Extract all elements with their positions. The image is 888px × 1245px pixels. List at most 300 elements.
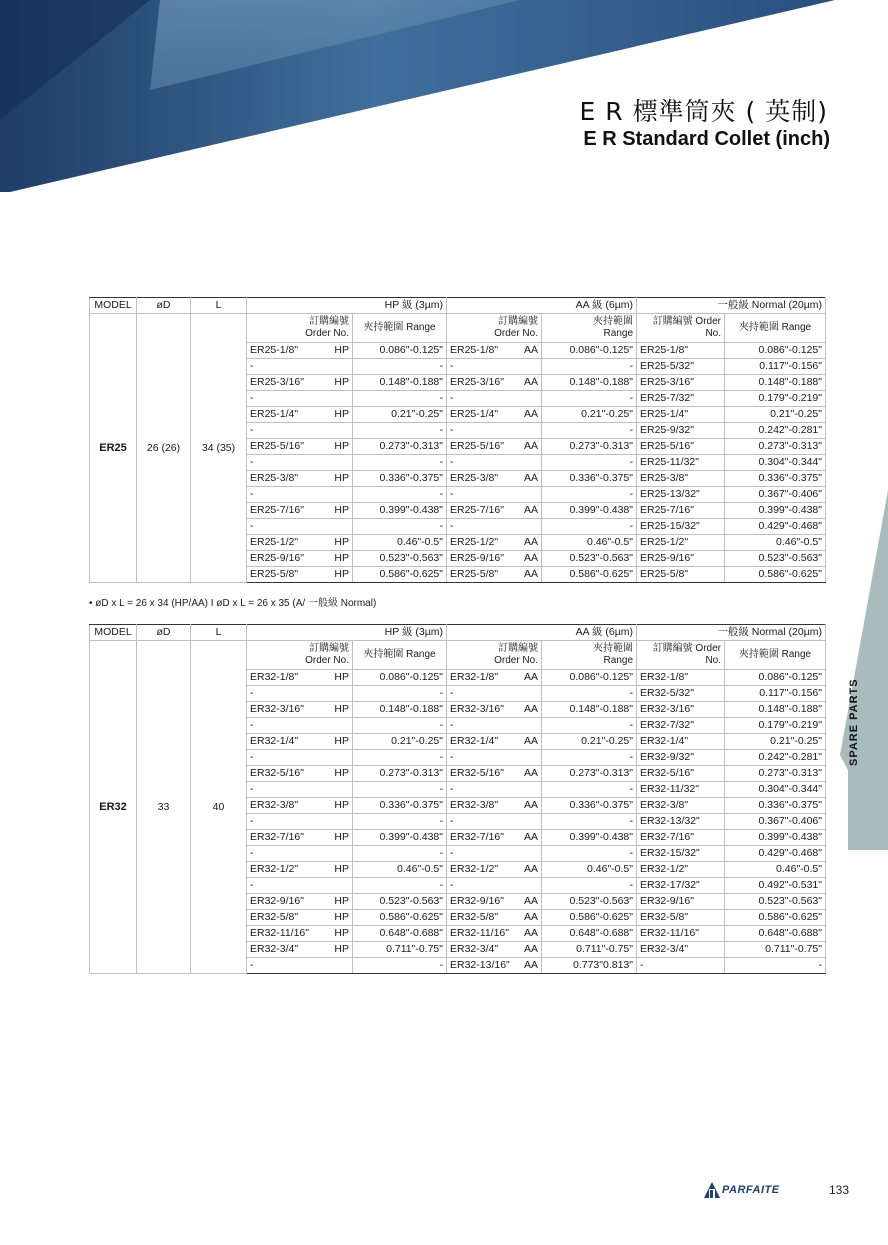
hp-range-cell: - [353, 487, 447, 503]
aa-range-cell: 0.586"-0.625" [542, 910, 637, 926]
aa-order-cell [447, 423, 542, 439]
aa-order-no: ER25-1/8" [450, 344, 499, 357]
hp-range-cell: 0.586"-0.625" [353, 910, 447, 926]
aa-order-cell [447, 519, 542, 535]
normal-order-cell: ER32-13/32" [637, 814, 725, 830]
aa-order-cell [447, 734, 542, 750]
hp-order-cell [247, 958, 353, 974]
normal-order-cell: ER32-1/4" [637, 734, 725, 750]
hp-grade-header: HP 級 (3µm) [247, 298, 447, 314]
hp-range-cell: 0.399"-0.438" [353, 503, 447, 519]
od-header: øD [137, 298, 191, 314]
aa-order-no: - [450, 751, 454, 764]
er25-table-body [90, 298, 826, 583]
aa-order-no: ER25-5/8" [450, 568, 499, 581]
aa-order-cell [447, 814, 542, 830]
hp-order-header-en: Order No. [305, 328, 349, 339]
normal-range-cell: 0.242"-0.281" [725, 750, 826, 766]
aa-order-no: - [450, 424, 454, 437]
aa-order-cell [447, 942, 542, 958]
normal-grade-header: 一般級 Normal (20µm) [637, 298, 826, 314]
aa-order-cell [447, 798, 542, 814]
hp-order-header [247, 641, 353, 670]
hp-order-no: ER25-1/2" [250, 536, 299, 549]
hp-range-cell: - [353, 423, 447, 439]
hp-grade-code: HP [334, 767, 349, 780]
aa-grade-code: AA [523, 536, 538, 549]
hp-grade-code: HP [334, 671, 349, 684]
hp-order-no: ER25-3/8" [250, 472, 299, 485]
aa-range-cell: - [542, 519, 637, 535]
hp-order-no: - [250, 719, 254, 732]
aa-order-no: - [450, 392, 454, 405]
hp-order-cell [247, 519, 353, 535]
hp-grade-code: HP [334, 735, 349, 748]
hp-range-cell: - [353, 814, 447, 830]
hp-range-cell: 0.523"-0.563" [353, 551, 447, 567]
aa-range-cell: 0.711"-0.75" [542, 942, 637, 958]
hp-order-header-en: Order No. [305, 655, 349, 666]
normal-order-cell: ER25-9/16" [637, 551, 725, 567]
hp-order-no: ER32-1/8" [250, 671, 299, 684]
aa-range-cell: 0.273"-0.313" [542, 439, 637, 455]
aa-range-header-zh: 夾持範圍 [593, 315, 633, 327]
normal-order-cell: ER32-7/16" [637, 830, 725, 846]
hp-order-cell [247, 702, 353, 718]
hp-order-no: - [250, 815, 254, 828]
normal-range-cell: 0.148"-0.188" [725, 375, 826, 391]
normal-order-cell: ER25-13/32" [637, 487, 725, 503]
aa-grade-code: AA [523, 568, 538, 581]
aa-grade-code: AA [523, 863, 538, 876]
normal-range-cell: 0.117"-0.156" [725, 359, 826, 375]
normal-order-cell: ER25-3/8" [637, 471, 725, 487]
hp-order-no: - [250, 959, 254, 972]
aa-order-no: ER25-3/16" [450, 376, 504, 389]
aa-grade-code: AA [523, 959, 538, 972]
aa-order-no: ER25-9/16" [450, 552, 504, 565]
normal-range-cell: 0.21"-0.25" [725, 407, 826, 423]
aa-order-no: ER25-1/2" [450, 536, 499, 549]
hp-range-header: 夾持範圍 Range [353, 641, 447, 670]
aa-order-cell [447, 718, 542, 734]
aa-grade-code: AA [523, 376, 538, 389]
hp-grade-code: HP [334, 552, 349, 565]
brand-name: PARFAITE [722, 1184, 780, 1196]
aa-order-cell [447, 375, 542, 391]
aa-range-cell: 0.648"-0.688" [542, 926, 637, 942]
aa-range-cell: 0.086"-0.125" [542, 670, 637, 686]
hp-range-cell: 0.148"-0.188" [353, 375, 447, 391]
hp-grade-code: HP [334, 504, 349, 517]
hp-order-header [247, 314, 353, 343]
hp-grade-code: HP [334, 943, 349, 956]
hp-order-cell [247, 567, 353, 583]
aa-order-cell [447, 846, 542, 862]
aa-range-cell: 0.21"-0.25" [542, 407, 637, 423]
hp-order-no: - [250, 392, 254, 405]
er32-table [89, 624, 826, 974]
hp-order-cell [247, 766, 353, 782]
normal-order-header-b: No. [705, 655, 721, 666]
normal-order-cell: ER25-3/16" [637, 375, 725, 391]
aa-order-no: ER32-1/8" [450, 671, 499, 684]
hp-range-cell: 0.086"-0.125" [353, 343, 447, 359]
normal-order-cell: ER32-5/32" [637, 686, 725, 702]
hp-order-no: ER32-3/8" [250, 799, 299, 812]
hp-grade-code: HP [334, 927, 349, 940]
hp-order-cell [247, 894, 353, 910]
normal-range-cell: 0.399"-0.438" [725, 503, 826, 519]
aa-range-cell: - [542, 878, 637, 894]
normal-range-cell: 0.336"-0.375" [725, 798, 826, 814]
hp-order-cell [247, 407, 353, 423]
aa-range-cell: 0.336"-0.375" [542, 471, 637, 487]
normal-order-cell: ER32-3/8" [637, 798, 725, 814]
normal-range-cell: 0.367"-0.406" [725, 814, 826, 830]
od-cell: 26 (26) [137, 314, 191, 583]
aa-order-cell [447, 750, 542, 766]
aa-order-no: ER32-11/16" [450, 927, 509, 940]
aa-order-cell [447, 439, 542, 455]
aa-range-cell: 0.148"-0.188" [542, 375, 637, 391]
hp-order-cell [247, 830, 353, 846]
l-cell: 40 [191, 641, 247, 974]
hp-order-no: ER25-7/16" [250, 504, 304, 517]
hp-grade-code: HP [334, 344, 349, 357]
hp-grade-header: HP 級 (3µm) [247, 625, 447, 641]
normal-order-header-a: 訂購編號 Order [652, 642, 721, 654]
aa-order-cell [447, 455, 542, 471]
hp-order-no: - [250, 456, 254, 469]
hp-order-no: - [250, 879, 254, 892]
hp-range-cell: 0.086"-0.125" [353, 670, 447, 686]
hp-order-cell [247, 926, 353, 942]
hp-order-no: ER32-3/16" [250, 703, 304, 716]
aa-order-cell [447, 926, 542, 942]
hp-order-no: - [250, 488, 254, 501]
aa-order-header-zh: 訂購編號 [498, 642, 538, 654]
aa-range-cell: 0.21"-0.25" [542, 734, 637, 750]
aa-grade-code: AA [523, 735, 538, 748]
hp-order-no: ER25-9/16" [250, 552, 304, 565]
normal-order-cell: ER32-3/4" [637, 942, 725, 958]
hp-order-cell [247, 343, 353, 359]
normal-range-cell: 0.086"-0.125" [725, 670, 826, 686]
aa-order-no: - [450, 847, 454, 860]
aa-order-no: - [450, 360, 454, 373]
aa-grade-code: AA [523, 943, 538, 956]
hp-order-no: ER25-1/8" [250, 344, 299, 357]
normal-range-cell: 0.21"-0.25" [725, 734, 826, 750]
aa-order-no: ER32-5/16" [450, 767, 504, 780]
hp-range-cell: 0.586"-0.625" [353, 567, 447, 583]
normal-order-cell: ER32-9/32" [637, 750, 725, 766]
aa-range-cell: 0.46"-0.5" [542, 862, 637, 878]
normal-order-cell: ER32-1/2" [637, 862, 725, 878]
normal-order-cell: - [637, 958, 725, 974]
hp-order-cell [247, 359, 353, 375]
aa-grade-code: AA [523, 911, 538, 924]
od-cell: 33 [137, 641, 191, 974]
hp-grade-code: HP [334, 376, 349, 389]
normal-range-cell: 0.46"-0.5" [725, 535, 826, 551]
aa-range-cell: 0.399"-0.438" [542, 503, 637, 519]
l-header: L [191, 298, 247, 314]
normal-order-header [637, 641, 725, 670]
normal-order-cell: ER32-5/8" [637, 910, 725, 926]
normal-order-cell: ER32-1/8" [637, 670, 725, 686]
model-header: MODEL [90, 298, 137, 314]
normal-order-cell: ER32-17/32" [637, 878, 725, 894]
aa-grade-code: AA [523, 703, 538, 716]
aa-order-cell [447, 958, 542, 974]
normal-range-cell: 0.179"-0.219" [725, 718, 826, 734]
model-header: MODEL [90, 625, 137, 641]
aa-order-header [447, 641, 542, 670]
aa-grade-code: AA [523, 552, 538, 565]
hp-grade-code: HP [334, 440, 349, 453]
aa-range-cell: 0.086"-0.125" [542, 343, 637, 359]
hp-range-cell: 0.711"-0.75" [353, 942, 447, 958]
normal-range-cell: - [725, 958, 826, 974]
aa-range-cell: - [542, 750, 637, 766]
dimension-note: • øD x L = 26 x 34 (HP/AA) I øD x L = 26 x 35 (A/ 一般級 Normal) [89, 598, 377, 609]
normal-range-header: 夾持範圍 Range [725, 314, 826, 343]
aa-range-cell: - [542, 686, 637, 702]
aa-grade-header: AA 級 (6µm) [447, 625, 637, 641]
normal-range-cell: 0.148"-0.188" [725, 702, 826, 718]
normal-range-cell: 0.523"-0.563" [725, 551, 826, 567]
table-header-row [90, 625, 826, 641]
normal-range-cell: 0.367"-0.406" [725, 487, 826, 503]
aa-grade-code: AA [523, 472, 538, 485]
hp-order-no: ER25-1/4" [250, 408, 299, 421]
hp-range-cell: - [353, 878, 447, 894]
aa-order-cell [447, 782, 542, 798]
aa-range-cell: 0.336"-0.375" [542, 798, 637, 814]
hp-range-cell: - [353, 686, 447, 702]
aa-order-no: - [450, 456, 454, 469]
normal-order-cell: ER25-1/8" [637, 343, 725, 359]
hp-grade-code: HP [334, 568, 349, 581]
aa-order-no: ER32-3/8" [450, 799, 499, 812]
normal-order-cell: ER25-15/32" [637, 519, 725, 535]
table-subheader-row [90, 314, 826, 343]
hp-order-cell [247, 750, 353, 766]
l-cell: 34 (35) [191, 314, 247, 583]
hp-grade-code: HP [334, 536, 349, 549]
normal-range-cell: 0.336"-0.375" [725, 471, 826, 487]
aa-order-no: ER32-7/16" [450, 831, 504, 844]
aa-range-header [542, 641, 637, 670]
aa-order-no: ER32-3/16" [450, 703, 504, 716]
hp-order-cell [247, 455, 353, 471]
aa-order-no: ER32-1/4" [450, 735, 499, 748]
normal-range-cell: 0.586"-0.625" [725, 910, 826, 926]
normal-order-cell: ER25-7/32" [637, 391, 725, 407]
hp-order-cell [247, 375, 353, 391]
normal-range-cell: 0.304"-0.344" [725, 455, 826, 471]
normal-order-cell: ER25-1/4" [637, 407, 725, 423]
aa-order-no: ER25-5/16" [450, 440, 504, 453]
aa-range-cell: 0.273"-0.313" [542, 766, 637, 782]
hp-grade-code: HP [334, 895, 349, 908]
hp-range-cell: - [353, 519, 447, 535]
normal-order-cell: ER25-11/32" [637, 455, 725, 471]
hp-order-no: ER32-1/2" [250, 863, 299, 876]
aa-order-cell [447, 686, 542, 702]
side-tab-label [848, 726, 860, 766]
hp-order-no: ER32-1/4" [250, 735, 299, 748]
aa-range-cell: 0.148"-0.188" [542, 702, 637, 718]
hp-range-cell: - [353, 359, 447, 375]
hp-range-cell: 0.21"-0.25" [353, 734, 447, 750]
hp-range-cell: 0.46"-0.5" [353, 862, 447, 878]
hp-order-cell [247, 391, 353, 407]
hp-order-cell [247, 734, 353, 750]
normal-order-header-a: 訂購編號 Order [652, 315, 721, 327]
hp-order-no: - [250, 687, 254, 700]
aa-order-cell [447, 359, 542, 375]
aa-order-cell [447, 391, 542, 407]
hp-order-no: ER32-7/16" [250, 831, 304, 844]
page-title-en: E R Standard Collet (inch) [583, 128, 830, 150]
hp-range-cell: 0.148"-0.188" [353, 702, 447, 718]
hp-range-cell: 0.21"-0.25" [353, 407, 447, 423]
normal-order-cell: ER32-15/32" [637, 846, 725, 862]
normal-range-cell: 0.086"-0.125" [725, 343, 826, 359]
hp-range-cell: 0.523"-0.563" [353, 894, 447, 910]
hp-order-cell [247, 910, 353, 926]
hp-grade-code: HP [334, 472, 349, 485]
hp-order-no: ER32-11/16" [250, 927, 309, 940]
normal-order-cell: ER32-5/16" [637, 766, 725, 782]
normal-range-cell: 0.711"-0.75" [725, 942, 826, 958]
hp-order-cell [247, 846, 353, 862]
aa-grade-code: AA [523, 895, 538, 908]
aa-range-cell: 0.523"-0.563" [542, 894, 637, 910]
normal-range-cell: 0.273"-0.313" [725, 766, 826, 782]
aa-range-cell: 0.773"0.813" [542, 958, 637, 974]
aa-range-cell: - [542, 782, 637, 798]
normal-grade-header: 一般級 Normal (20µm) [637, 625, 826, 641]
normal-order-cell: ER32-11/32" [637, 782, 725, 798]
aa-order-header-en: Order No. [494, 328, 538, 339]
hp-order-no: ER32-5/16" [250, 767, 304, 780]
aa-order-cell [447, 487, 542, 503]
hp-grade-code: HP [334, 911, 349, 924]
normal-range-cell: 0.399"-0.438" [725, 830, 826, 846]
aa-order-cell [447, 503, 542, 519]
hp-order-cell [247, 670, 353, 686]
aa-order-cell [447, 894, 542, 910]
normal-range-cell: 0.523"-0.563" [725, 894, 826, 910]
aa-order-cell [447, 471, 542, 487]
aa-order-no: ER32-3/4" [450, 943, 499, 956]
aa-order-cell [447, 535, 542, 551]
hp-order-no: ER32-5/8" [250, 911, 299, 924]
page-title-zh: E R 標準筒夾 ( 英制) [579, 97, 828, 126]
aa-grade-code: AA [523, 831, 538, 844]
normal-range-cell: 0.648"-0.688" [725, 926, 826, 942]
aa-order-cell [447, 702, 542, 718]
hp-order-no: ER25-5/8" [250, 568, 299, 581]
hp-range-cell: - [353, 750, 447, 766]
normal-range-header: 夾持範圍 Range [725, 641, 826, 670]
hp-order-cell [247, 487, 353, 503]
table-header-row [90, 298, 826, 314]
normal-range-cell: 0.429"-0.468" [725, 519, 826, 535]
hp-order-no: - [250, 360, 254, 373]
normal-order-cell: ER32-7/32" [637, 718, 725, 734]
normal-order-cell: ER25-5/32" [637, 359, 725, 375]
aa-order-header [447, 314, 542, 343]
aa-order-cell [447, 878, 542, 894]
aa-order-no: ER32-9/16" [450, 895, 504, 908]
aa-order-no: ER25-3/8" [450, 472, 499, 485]
aa-order-no: - [450, 687, 454, 700]
normal-order-cell: ER25-9/32" [637, 423, 725, 439]
hp-range-cell: - [353, 846, 447, 862]
aa-range-cell: - [542, 814, 637, 830]
hp-order-no: ER25-3/16" [250, 376, 304, 389]
hp-range-cell: - [353, 455, 447, 471]
hp-order-cell [247, 782, 353, 798]
aa-order-cell [447, 551, 542, 567]
hp-order-cell [247, 471, 353, 487]
hp-order-cell [247, 718, 353, 734]
aa-order-cell [447, 910, 542, 926]
aa-grade-code: AA [523, 504, 538, 517]
hp-order-cell [247, 535, 353, 551]
aa-order-no: - [450, 783, 454, 796]
aa-order-cell [447, 766, 542, 782]
aa-range-cell: - [542, 423, 637, 439]
aa-range-cell: - [542, 359, 637, 375]
hp-order-cell [247, 503, 353, 519]
hp-grade-code: HP [334, 831, 349, 844]
hp-range-cell: 0.46"-0.5" [353, 535, 447, 551]
aa-order-no: - [450, 520, 454, 533]
aa-grade-code: AA [523, 408, 538, 421]
hp-order-no: - [250, 424, 254, 437]
normal-range-cell: 0.429"-0.468" [725, 846, 826, 862]
aa-range-header-en: Range [603, 328, 633, 339]
hp-grade-code: HP [334, 863, 349, 876]
hp-range-cell: - [353, 958, 447, 974]
normal-range-cell: 0.304"-0.344" [725, 782, 826, 798]
aa-range-cell: - [542, 846, 637, 862]
hp-order-cell [247, 551, 353, 567]
aa-range-cell: 0.399"-0.438" [542, 830, 637, 846]
aa-grade-header: AA 級 (6µm) [447, 298, 637, 314]
aa-order-cell [447, 343, 542, 359]
aa-range-header-en: Range [603, 655, 633, 666]
normal-order-cell: ER25-7/16" [637, 503, 725, 519]
aa-order-no: - [450, 719, 454, 732]
hp-order-header-zh: 訂購編號 [309, 642, 349, 654]
aa-order-no: ER32-13/16" [450, 959, 510, 972]
hp-order-cell [247, 814, 353, 830]
aa-range-cell: - [542, 455, 637, 471]
normal-order-cell: ER25-1/2" [637, 535, 725, 551]
l-header: L [191, 625, 247, 641]
hp-range-cell: 0.336"-0.375" [353, 798, 447, 814]
aa-order-cell [447, 567, 542, 583]
page-number: 133 [829, 1183, 850, 1197]
aa-order-no: ER32-1/2" [450, 863, 499, 876]
